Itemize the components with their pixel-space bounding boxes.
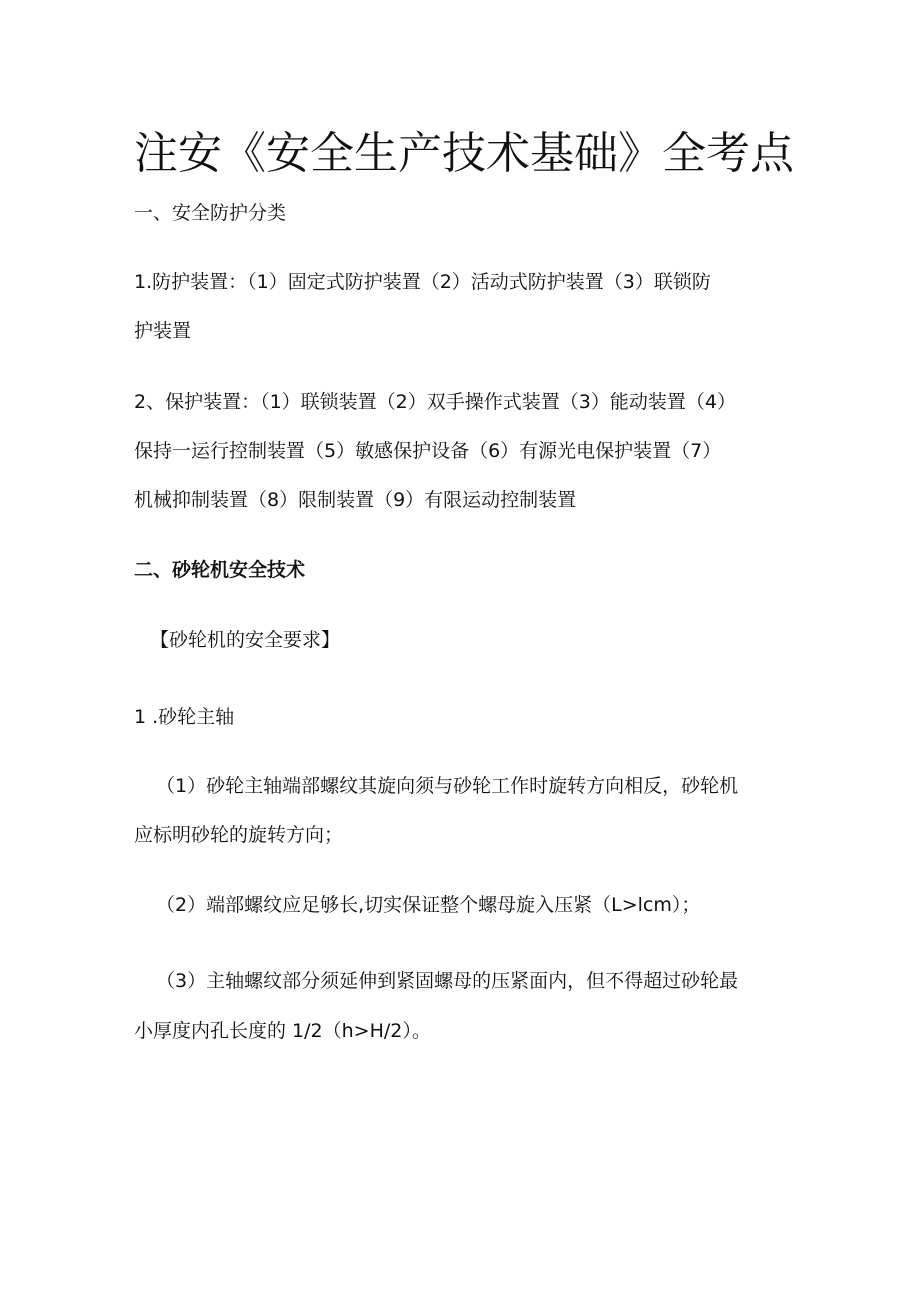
section-1-heading: 一、安全防护分类 bbox=[134, 202, 287, 224]
item-2-line-3: 机械抑制装置（8）限制装置（9）有限运动控制装置 bbox=[134, 489, 577, 511]
requirement-3-line-1: （3）主轴螺纹部分须延伸到紧固螺母的压紧面内，但不得超过砂轮最 bbox=[156, 970, 739, 992]
document-title: 注安《安全生产技术基础》全考点 bbox=[134, 128, 794, 179]
bracket-heading: 【砂轮机的安全要求】 bbox=[150, 629, 341, 651]
section-2-heading: 二、砂轮机安全技术 bbox=[134, 559, 306, 581]
requirement-2-line-1: （2）端部螺纹应足够长,切实保证整个螺母旋入压紧（L>lcm）； bbox=[156, 894, 701, 916]
requirement-1-line-2: 应标明砂轮的旋转方向； bbox=[134, 824, 344, 846]
requirement-3-line-2: 小厚度内孔长度的 1/2（h>H/2）。 bbox=[134, 1020, 431, 1042]
sub-1-heading: 1 .砂轮主轴 bbox=[134, 706, 235, 728]
item-1-line-1: 1.防护装置：（1）固定式防护装置（2）活动式防护装置（3）联锁防 bbox=[134, 271, 711, 293]
item-2-line-2: 保持一运行控制装置（5）敏感保护设备（6）有源光电保护装置（7） bbox=[134, 440, 722, 462]
item-1-line-2: 护装置 bbox=[134, 320, 192, 342]
requirement-1-line-1: （1）砂轮主轴端部螺纹其旋向须与砂轮工作时旋转方向相反，砂轮机 bbox=[156, 775, 739, 797]
item-2-line-1: 2、保护装置：（1）联锁装置（2）双手操作式装置（3）能动装置（4） bbox=[134, 391, 736, 413]
